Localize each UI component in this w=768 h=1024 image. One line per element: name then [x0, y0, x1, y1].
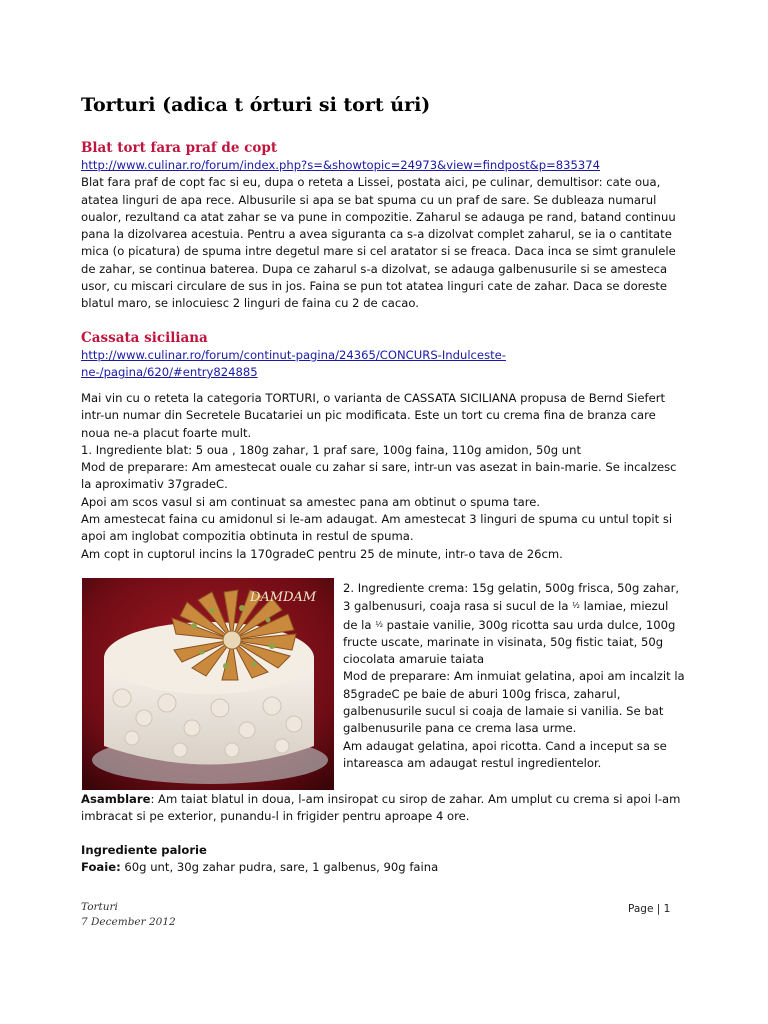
asamblare-paragraph [81, 791, 687, 826]
link-cassata-source-line2[interactable]: ne-/pagina/620/#entry824885 [81, 365, 258, 380]
section-blat-body [81, 157, 687, 313]
page-title: Torturi (adica t órturi si tort úri) [81, 94, 431, 116]
footer-date: 7 December 2012 [81, 916, 176, 928]
cake-photo [82, 578, 334, 790]
link-blat-source[interactable]: http://www.culinar.ro/forum/index.php?s=&showtopic=24973&view=findpost&p=835374 [81, 158, 601, 172]
asamblare-label: Asamblare [81, 792, 151, 806]
footer-page-number: Page | 1 [628, 903, 671, 915]
crema-prep-1: Mod de preparare: Am inmuiat gelatina, apoi am incalzit la 85gradeC pe baie de aburi 100g frisca, zaharul, galbenusurile sucul si coaja de lamaie si vanilia. Se bat galbenusurile pana ce crema lasa urme. [343, 669, 685, 736]
crema-ingredients-part-c: pastaie vanilie, 300g ricotta sau urda dulce, 100g fructe uscate, marinate in visinata, 50g fistic taiat, 50g ciocolata amaruie taiata [343, 617, 676, 667]
section-crema [343, 580, 686, 772]
cassata-prep-2: Apoi am scos vasul si am continuat sa amestec pana am obtinut o spuma tare. [81, 494, 541, 509]
foaie-line [81, 859, 687, 876]
section-cassata-body [81, 390, 687, 563]
image-watermark: DAMDAM [250, 590, 317, 605]
cassata-prep-3: Am amestecat faina cu amidonul si le-am adaugat. Am amestecat 3 linguri de spuma cu untul topit si apoi am inglobat compozitia obtinuta in restul de spuma. [81, 512, 673, 544]
blat-body-text: Blat fara praf de copt fac si eu, dupa o reteta a Lissei, postata aici, pe culinar, demultisor: cate oua, atatea linguri de apa rece. Albusurile si apa se bat spuma cu un praf de sare. Se dubleaza numarul oualor, rezultand ca atat zahar se va pune in compozitie. Zaharul se adauga pe rand, batand continuu pana la dizolvarea acestuia. Pentru a avea siguranta ca s-a dizolvat complet zaharul, se ia o cantitate mica (o picatura) de spuma intre degetul mare si cel aratator si se freaca. Daca inca se simt granulele de zahar, se continua baterea. Dupa ce zaharul s-a dizolvat, se adauga galbenusurile si se amesteca usor, cu miscari circulare de sus in jos. Faina se pun tot atatea linguri cate de zahar. Daca se doreste blatul maro, se inlocuiesc 2 linguri de faina cu 2 de cacao. [81, 175, 676, 311]
section-heading-cassata: Cassata siciliana [81, 330, 208, 346]
fraction-half-1: ½ [572, 601, 580, 611]
cassata-intro: Mai vin cu o reteta la categoria TORTURI, o varianta de CASSATA SICILIANA propusa de Bernd Siefert intr-un numar din Secretele Bucatariei un pic modificata. Este un tort cu crema fina de branza care noua ne-a placut foarte mult. [81, 391, 666, 440]
crema-ingredients-part-a: 2. Ingrediente crema: 15g gelatin, 500g frisca, 50g zahar, 3 galbenusuri, coaja rasa si sucul de la [343, 581, 680, 614]
palorie-heading: Ingrediente palorie [81, 843, 207, 857]
fraction-half-2: ½ [375, 619, 383, 629]
crema-ingredients-part-b: lamiae, miezul de la [343, 599, 669, 632]
section-heading-blat: Blat tort fara praf de copt [81, 140, 278, 156]
foaie-text: 60g unt, 30g zahar pudra, sare, 1 galbenus, 90g faina [120, 860, 439, 875]
footer-doc-title: Torturi [81, 901, 118, 913]
cassata-prep-4: Am copt in cuptorul incins la 170gradeC pentru 25 de minute, intr-o tava de 26cm. [81, 546, 563, 561]
section-palorie [81, 842, 687, 877]
cassata-ingredients-blat: 1. Ingrediente blat: 5 oua , 180g zahar, 1 praf sare, 100g faina, 110g amidon, 50g unt [81, 442, 582, 457]
link-cassata-source-line1[interactable]: http://www.culinar.ro/forum/continut-pagina/24365/CONCURS-Indulceste- [81, 348, 506, 362]
asamblare-text: : Am taiat blatul in doua, l-am insiropat cu sirop de zahar. Am umplut cu crema si apoi l-am imbracat si pe exterior, punandu-l in frigider pentru aproape 4 ore. [81, 792, 681, 824]
cassata-prep-1: Mod de preparare: Am amestecat ouale cu zahar si sare, intr-un vas asezat in bain-marie. Se incalzesc la aproximativ 37gradeC. [81, 460, 677, 492]
foaie-label: Foaie: [81, 860, 121, 875]
crema-prep-2: Am adaugat gelatina, apoi ricotta. Cand a inceput sa se intareasca am adaugat restul ingredientelor. [343, 738, 667, 770]
footer-left [81, 900, 176, 930]
section-asamblare [81, 791, 687, 826]
crema-ingredients [343, 580, 686, 668]
section-cassata-links [81, 347, 687, 382]
